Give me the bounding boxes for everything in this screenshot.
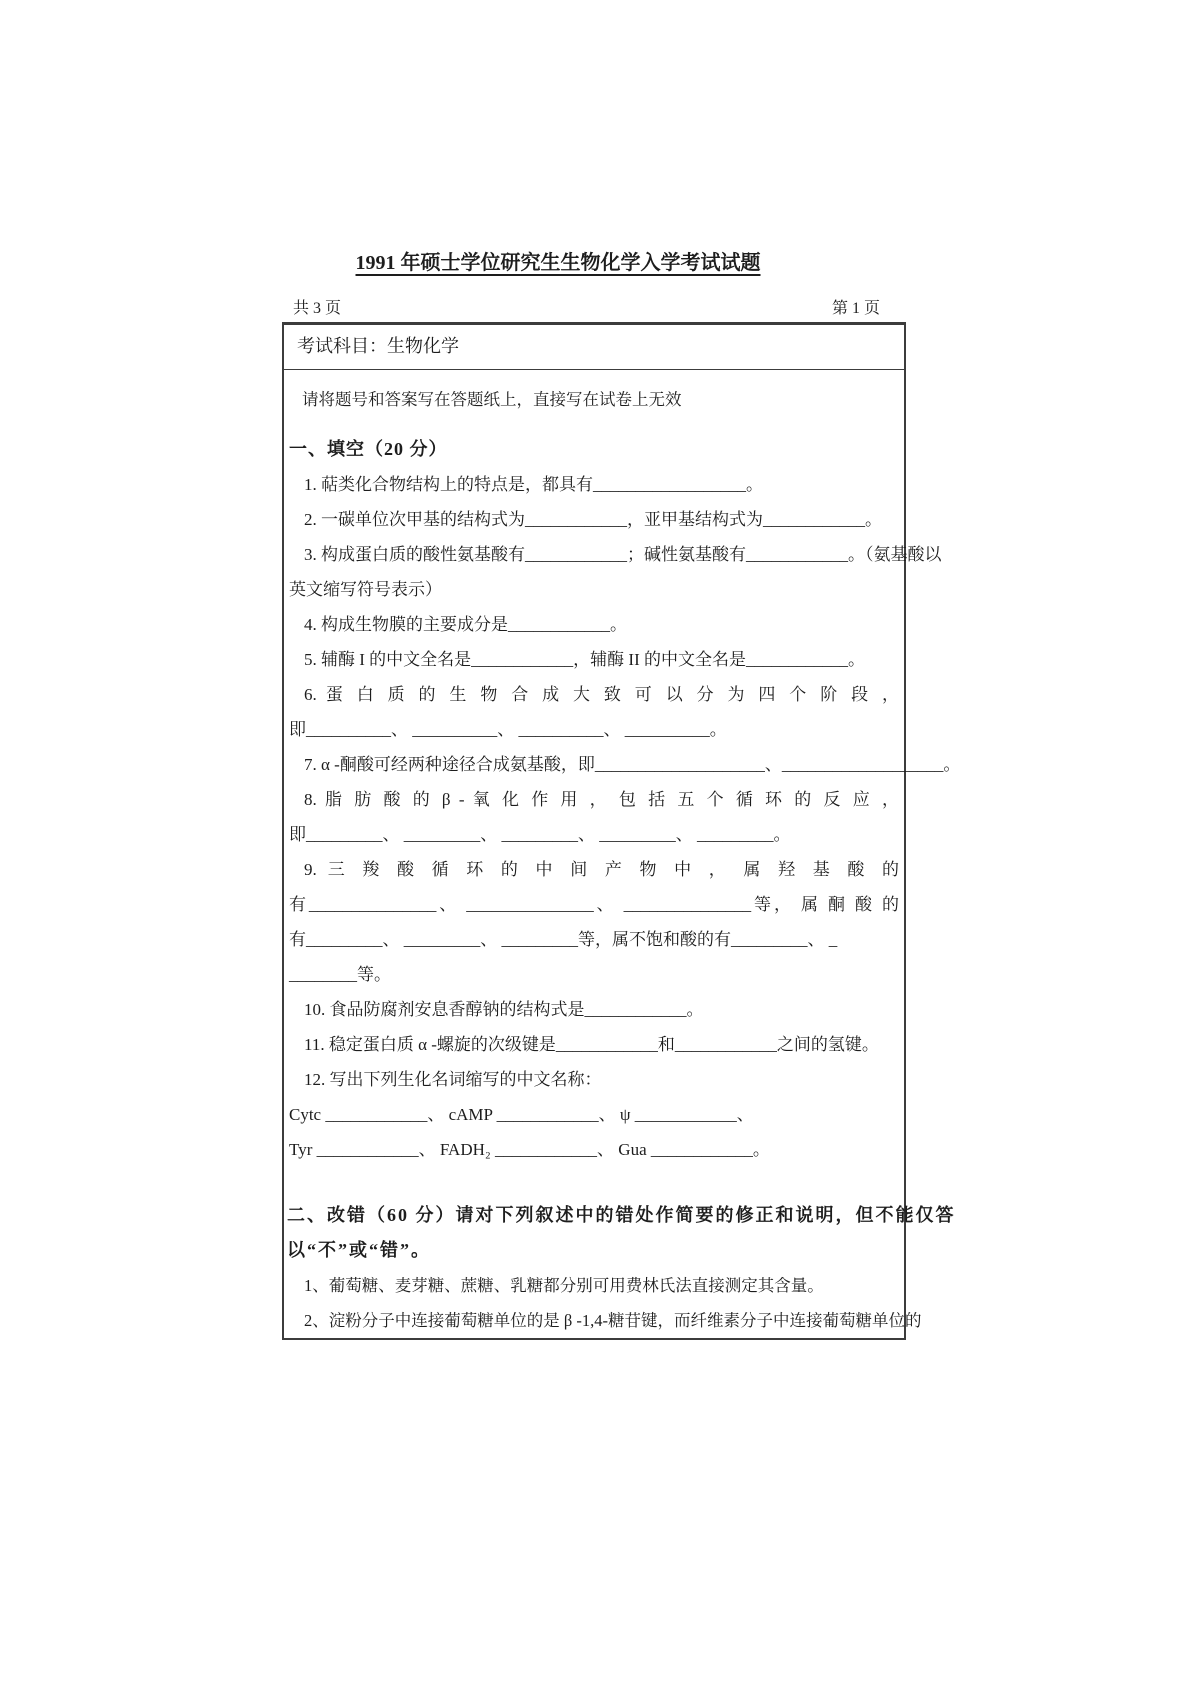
section-correct-heading: [287, 1198, 956, 1268]
fill-line-11: 11. 稳定蛋白质 α -螺旋的次级键是____________和____________之间的氢键。: [304, 1035, 879, 1054]
fill-line-5: 5. 辅酶 I 的中文全名是____________，辅酶 II 的中文全名是____________。: [304, 650, 865, 669]
exam-body-cell: [284, 382, 961, 1338]
fill-line-9c: 有_________、 _________、 _________等，属不饱和酸的有_________、 _: [289, 930, 838, 949]
section-fill-heading: 一、填空（20 分）: [289, 439, 448, 459]
fill-line-4: 4. 构成生物膜的主要成分是____________。: [304, 615, 627, 634]
fill-line-6b: 即__________、 __________、 __________、 __________。: [289, 720, 727, 739]
exam-sheet-frame: [282, 322, 961, 1340]
fill-line-9b: 有_______________、 _______________、 _______________等， 属 酮 酸 的: [289, 895, 899, 914]
fill-line-8b: 即_________、 _________、 _________、 _________、 _________。: [289, 825, 791, 844]
fill-line-3b: 英文缩写符号表示）: [289, 580, 442, 599]
fill-line-7: 7. α -酮酸可经两种途径合成氨基酸，即____________________、___________________。: [304, 755, 961, 774]
page-title: 1991 年硕士学位研究生生物化学入学考试试题: [355, 252, 761, 274]
fill-line-2: 2. 一碳单位次甲基的结构式为____________，亚甲基结构式为____________。: [304, 510, 882, 529]
exam-page: [282, 0, 961, 1340]
total-pages-label: 共 3 页: [293, 300, 342, 317]
fill-line-6: 6. 蛋 白 质 的 生 物 合 成 大 致 可 以 分 为 四 个 阶 段 ，: [304, 685, 899, 704]
subject-row: 考试科目：生物化学: [284, 325, 904, 370]
fill-line-12: 12. 写出下列生化名词缩写的中文名称：: [304, 1070, 602, 1089]
correct-item-2: 2、淀粉分子中连接葡萄糖单位的是 β -1,4-糖苷键，而纤维素分子中连接葡萄糖单位的: [304, 1311, 922, 1330]
fill-line-12b: Cytc ____________、 cAMP ____________、 ψ ____________、: [289, 1105, 754, 1124]
current-page-label: 第 1 页: [831, 300, 880, 317]
fill-line-9d: ________等。: [289, 965, 391, 984]
fill-line-9: 9. 三 羧 酸 循 环 的 中 间 产 物 中 ， 属 羟 基 酸 的: [304, 860, 899, 879]
fill-line-3: 3. 构成蛋白质的酸性氨基酸有____________；碱性氨基酸有____________。（氨基酸以: [304, 545, 942, 564]
fill-line-1: 1. 萜类化合物结构上的特点是，都具有__________________。: [304, 475, 763, 494]
correct-item-1: 1、葡萄糖、麦芽糖、蔗糖、乳糖都分别可用费林氏法直接测定其含量。: [304, 1276, 824, 1295]
page-meta-row: [282, 294, 906, 318]
section-correct-heading-line2: 以“不”或“错”。: [287, 1240, 431, 1260]
fill-line-12c: Tyr ____________、 FADH₂ ____________、 Gua ____________。: [289, 1140, 770, 1159]
answer-notice: 请将题号和答案写在答题纸上，直接写在试卷上无效: [302, 390, 682, 409]
fill-line-10: 10. 食品防腐剂安息香醇钠的结构式是____________。: [304, 1000, 704, 1019]
fill-line-8: 8. 脂 肪 酸 的 β - 氧 化 作 用 ， 包 括 五 个 循 环 的 反 应 ，: [304, 790, 899, 809]
section-correct-heading-line1: 二、改错（60 分）请对下列叙述中的错处作简要的修正和说明，但不能仅答: [287, 1205, 956, 1225]
